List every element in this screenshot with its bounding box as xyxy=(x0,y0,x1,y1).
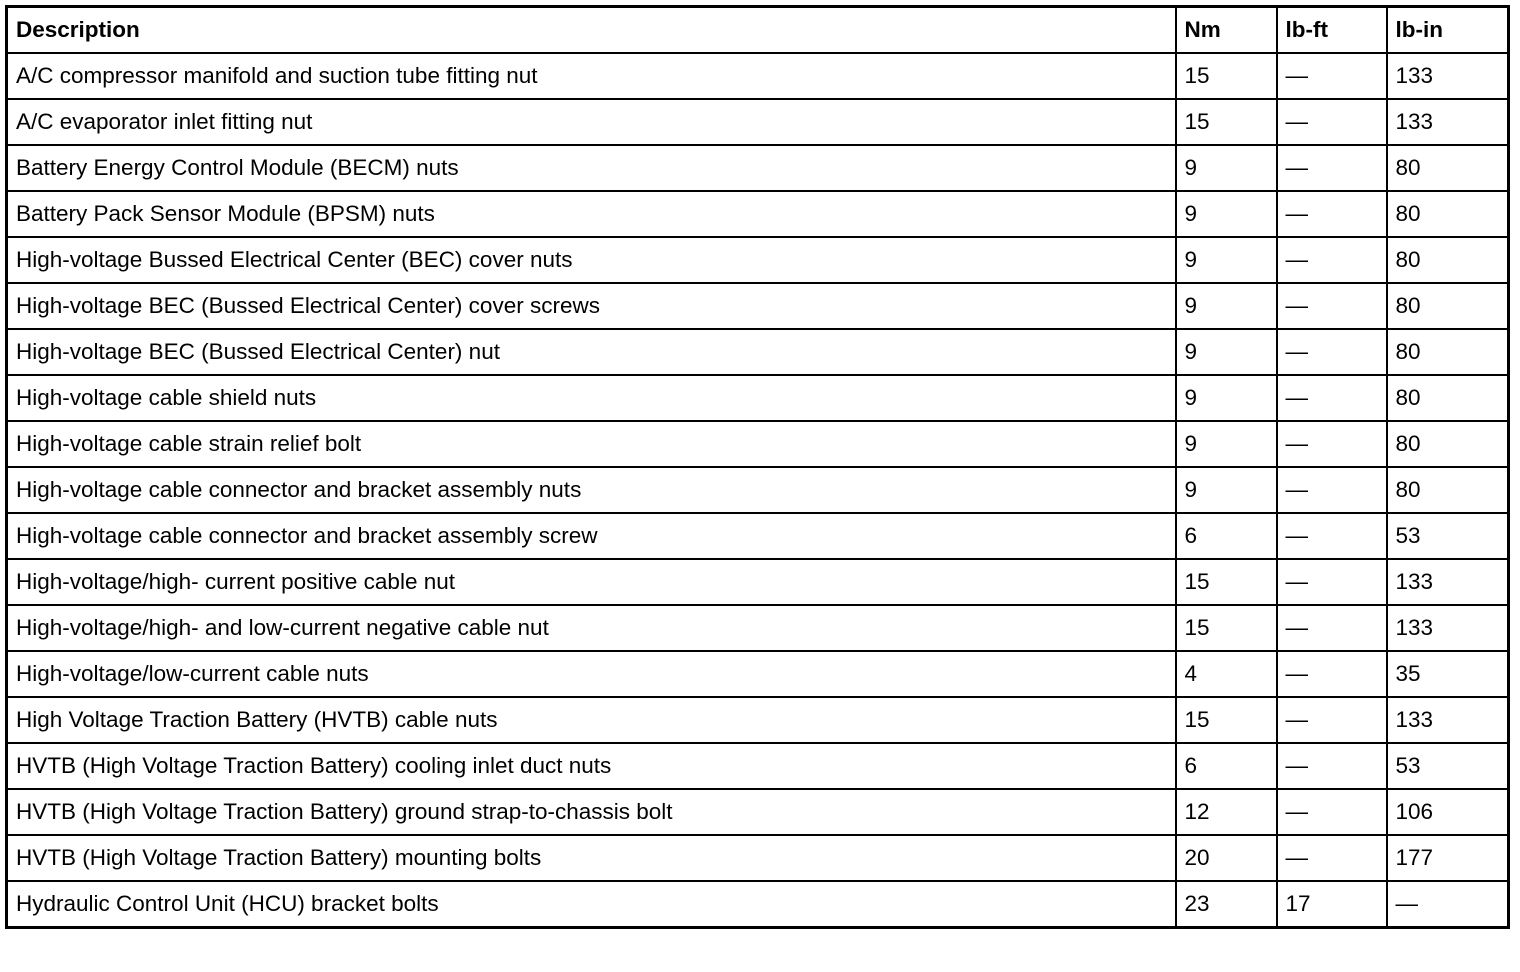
table-row xyxy=(7,697,1509,743)
cell-lb-ft: — xyxy=(1277,789,1387,835)
table-row xyxy=(7,789,1509,835)
header-row xyxy=(7,7,1509,54)
cell-description: A/C evaporator inlet fitting nut xyxy=(7,99,1176,145)
cell-lb-in: 53 xyxy=(1387,743,1509,789)
cell-description: High-voltage cable connector and bracket assembly nuts xyxy=(7,467,1176,513)
cell-nm: 15 xyxy=(1176,559,1277,605)
cell-nm: 9 xyxy=(1176,329,1277,375)
cell-lb-ft: — xyxy=(1277,53,1387,99)
cell-description: High-voltage Bussed Electrical Center (BEC) cover nuts xyxy=(7,237,1176,283)
cell-description: High-voltage/high- and low-current negative cable nut xyxy=(7,605,1176,651)
cell-nm: 4 xyxy=(1176,651,1277,697)
table-row xyxy=(7,191,1509,237)
cell-nm: 15 xyxy=(1176,697,1277,743)
cell-lb-in: 80 xyxy=(1387,375,1509,421)
cell-nm: 9 xyxy=(1176,145,1277,191)
cell-lb-in: 133 xyxy=(1387,559,1509,605)
cell-nm: 9 xyxy=(1176,421,1277,467)
cell-description: Battery Energy Control Module (BECM) nuts xyxy=(7,145,1176,191)
cell-description: High-voltage/high- current positive cable nut xyxy=(7,559,1176,605)
cell-nm: 9 xyxy=(1176,191,1277,237)
cell-nm: 9 xyxy=(1176,375,1277,421)
cell-lb-ft: 17 xyxy=(1277,881,1387,928)
cell-description: Battery Pack Sensor Module (BPSM) nuts xyxy=(7,191,1176,237)
cell-lb-in: 106 xyxy=(1387,789,1509,835)
table-row xyxy=(7,145,1509,191)
torque-specification-table xyxy=(5,5,1510,929)
cell-description: HVTB (High Voltage Traction Battery) mounting bolts xyxy=(7,835,1176,881)
cell-description: High-voltage BEC (Bussed Electrical Center) nut xyxy=(7,329,1176,375)
cell-lb-ft: — xyxy=(1277,329,1387,375)
table-row xyxy=(7,53,1509,99)
cell-description: HVTB (High Voltage Traction Battery) cooling inlet duct nuts xyxy=(7,743,1176,789)
table-row xyxy=(7,421,1509,467)
cell-lb-ft: — xyxy=(1277,697,1387,743)
cell-lb-ft: — xyxy=(1277,375,1387,421)
cell-lb-in: 53 xyxy=(1387,513,1509,559)
cell-nm: 6 xyxy=(1176,513,1277,559)
cell-nm: 23 xyxy=(1176,881,1277,928)
cell-lb-ft: — xyxy=(1277,467,1387,513)
table-row xyxy=(7,329,1509,375)
cell-description: High-voltage/low-current cable nuts xyxy=(7,651,1176,697)
cell-lb-ft: — xyxy=(1277,421,1387,467)
table-row xyxy=(7,99,1509,145)
cell-lb-ft: — xyxy=(1277,99,1387,145)
cell-lb-in: 80 xyxy=(1387,329,1509,375)
cell-description: High-voltage BEC (Bussed Electrical Center) cover screws xyxy=(7,283,1176,329)
cell-nm: 9 xyxy=(1176,237,1277,283)
table-row xyxy=(7,559,1509,605)
cell-lb-in: 80 xyxy=(1387,283,1509,329)
cell-lb-in: 80 xyxy=(1387,467,1509,513)
cell-lb-ft: — xyxy=(1277,605,1387,651)
table-row xyxy=(7,743,1509,789)
cell-lb-ft: — xyxy=(1277,513,1387,559)
cell-nm: 15 xyxy=(1176,53,1277,99)
cell-lb-in: 80 xyxy=(1387,421,1509,467)
cell-lb-in: 177 xyxy=(1387,835,1509,881)
table-row xyxy=(7,513,1509,559)
cell-lb-ft: — xyxy=(1277,283,1387,329)
table-row xyxy=(7,881,1509,928)
cell-lb-ft: — xyxy=(1277,651,1387,697)
cell-lb-ft: — xyxy=(1277,835,1387,881)
cell-nm: 15 xyxy=(1176,99,1277,145)
cell-description: Hydraulic Control Unit (HCU) bracket bolts xyxy=(7,881,1176,928)
table-row xyxy=(7,283,1509,329)
table-row xyxy=(7,605,1509,651)
cell-lb-in: 133 xyxy=(1387,605,1509,651)
cell-lb-in: 133 xyxy=(1387,697,1509,743)
cell-lb-in: 80 xyxy=(1387,145,1509,191)
cell-lb-in: 80 xyxy=(1387,191,1509,237)
cell-description: High-voltage cable shield nuts xyxy=(7,375,1176,421)
cell-nm: 20 xyxy=(1176,835,1277,881)
cell-nm: 9 xyxy=(1176,467,1277,513)
table-row xyxy=(7,651,1509,697)
cell-lb-in: 80 xyxy=(1387,237,1509,283)
cell-lb-in: — xyxy=(1387,881,1509,928)
cell-nm: 15 xyxy=(1176,605,1277,651)
header-description: Description xyxy=(7,7,1176,54)
header-lb-ft: lb-ft xyxy=(1277,7,1387,54)
cell-description: High-voltage cable strain relief bolt xyxy=(7,421,1176,467)
table-body xyxy=(7,53,1509,928)
table-row xyxy=(7,835,1509,881)
cell-description: HVTB (High Voltage Traction Battery) ground strap-to-chassis bolt xyxy=(7,789,1176,835)
cell-description: High-voltage cable connector and bracket assembly screw xyxy=(7,513,1176,559)
cell-lb-ft: — xyxy=(1277,191,1387,237)
table-header xyxy=(7,7,1509,54)
cell-lb-ft: — xyxy=(1277,145,1387,191)
cell-lb-ft: — xyxy=(1277,559,1387,605)
table-row xyxy=(7,237,1509,283)
header-nm: Nm xyxy=(1176,7,1277,54)
table-row xyxy=(7,467,1509,513)
cell-nm: 6 xyxy=(1176,743,1277,789)
cell-lb-in: 133 xyxy=(1387,53,1509,99)
cell-description: High Voltage Traction Battery (HVTB) cable nuts xyxy=(7,697,1176,743)
cell-lb-ft: — xyxy=(1277,237,1387,283)
cell-nm: 12 xyxy=(1176,789,1277,835)
header-lb-in: lb-in xyxy=(1387,7,1509,54)
cell-nm: 9 xyxy=(1176,283,1277,329)
table-row xyxy=(7,375,1509,421)
cell-lb-in: 35 xyxy=(1387,651,1509,697)
cell-description: A/C compressor manifold and suction tube fitting nut xyxy=(7,53,1176,99)
cell-lb-ft: — xyxy=(1277,743,1387,789)
cell-lb-in: 133 xyxy=(1387,99,1509,145)
